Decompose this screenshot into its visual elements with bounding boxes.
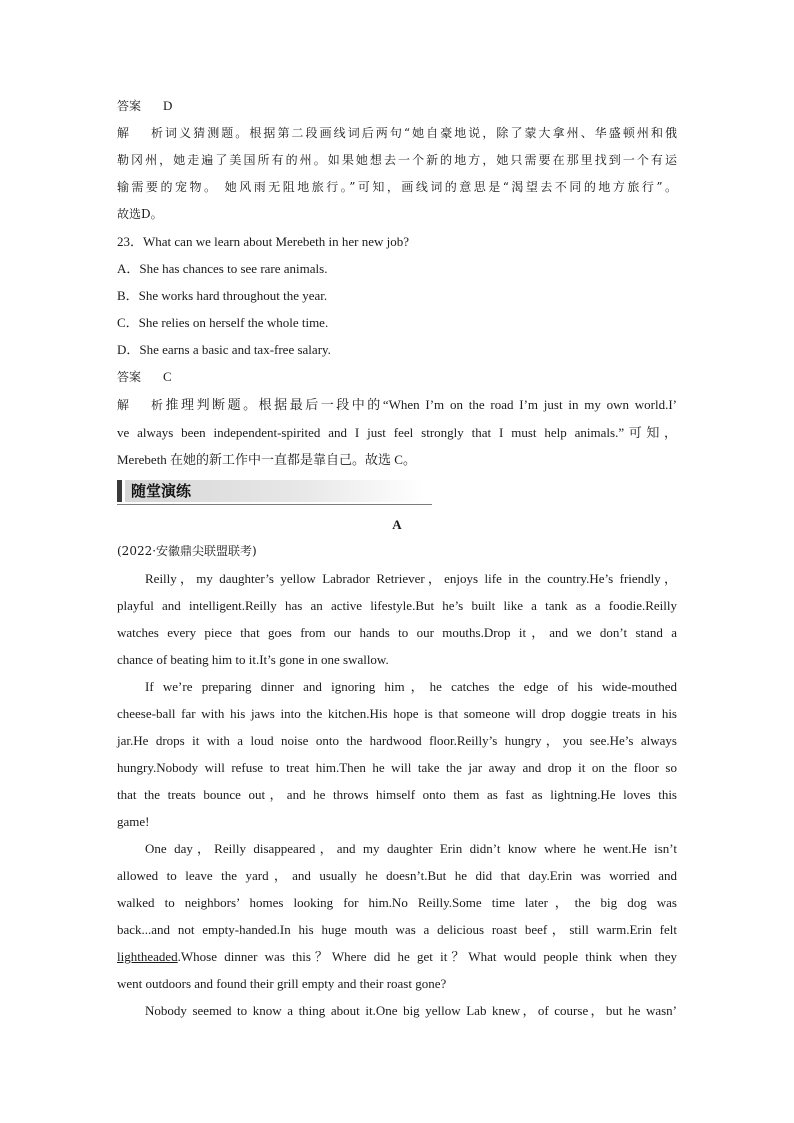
answer-label: 答案 [117, 370, 142, 384]
passage-source: (2022·安徽鼎尖联盟联考) [117, 544, 257, 558]
section-rule [117, 504, 432, 505]
p3-line-6: went outdoors and found their grill empty and their roast gone? [117, 976, 447, 991]
q22-answer [117, 92, 677, 120]
p2-line-4: hungry.Nobody will refuse to treat him.Then he will take the jar away and drop it on the floor so [117, 760, 677, 775]
p1-line-3: watches every piece that goes from our hands to our mouths.Drop it，and we don’t stand a [117, 625, 677, 640]
answer-label: 答案 [117, 99, 142, 113]
q22-analysis-line-2: 勒冈州，她走遍了美国所有的州。如果她想去一个新的地方，她只需要在那里找到一个有运 [117, 153, 677, 167]
section-title: 随堂演练 [131, 482, 192, 500]
page-content [117, 92, 677, 1024]
q23-question: 23．What can we learn about Merebeth in her new job? [117, 234, 410, 249]
analysis-label: 解析 [117, 398, 163, 412]
p2-line-5: that the treats bounce out，and he throws himself onto them as fast as lightning.He loves this [117, 787, 677, 802]
p2-line-2: cheese-ball far with his jaws into the kitchen.His hope is that someone will drop doggie treats in his [117, 706, 677, 721]
answer-value: C [163, 369, 172, 384]
p3-line-1: One day，Reilly disappeared，and my daughter Erin didn’t know where he went.He isn’t [145, 841, 677, 856]
passage-label: A [392, 517, 402, 532]
p3-line-3: walked to neighbors’ homes looking for him.No Reilly.Some time later，the big dog was [117, 895, 677, 910]
q22-analysis-line-1: 解析词义猜测题。根据第二段画线词后两句“她自豪地说，除了蒙大拿州、华盛顿州和俄 [117, 120, 677, 147]
q23-option-c: C．She relies on herself the whole time. [117, 315, 329, 330]
p2-line-6: game! [117, 814, 150, 829]
p1-line-2: playful and intelligent.Reilly has an active lifestyle.But he’s built like a tank as a foodie.Reilly [117, 598, 677, 613]
q23-option-d: D．She earns a basic and tax-free salary. [117, 342, 331, 357]
section-marker [117, 480, 122, 502]
p4-line-1: Nobody seemed to know a thing about it.One big yellow Lab knew，of course，but he wasn’ [145, 1003, 677, 1018]
p2-line-1: If we’re preparing dinner and ignoring him，he catches the edge of his wide-mouthed [145, 679, 677, 694]
q22-analysis-line-3: 输需要的宠物。 她风雨无阻地旅行。”可知，画线词的意思是“渴望去不同的地方旅行”。 [117, 180, 677, 194]
p3-line-2: allowed to leave the yard，and usually he doesn’t.But he did that day.Erin was worried and [117, 868, 677, 883]
section-header [117, 477, 432, 505]
q23-analysis-line-3: Merebeth 在她的新工作中一直都是靠自己。故选 C。 [117, 452, 416, 467]
answer-value: D [163, 98, 173, 113]
q23-answer [117, 363, 677, 391]
analysis-label: 解析 [117, 126, 163, 140]
p3-line-4: back...and not empty-handed.In his huge mouth was a delicious roast beef，still warm.Erin felt [117, 922, 677, 937]
p1-line-4: chance of beating him to it.It’s gone in one swallow. [117, 652, 389, 667]
q23-analysis-line-1: 解析推理判断题。根据最后一段中的“When I’m on the road I’m just in my own world.I’ [117, 391, 677, 419]
q23-analysis-line-2: ve always been independent-spirited and I just feel strongly that I must help animals.”可知， [117, 425, 677, 440]
p3-line-5: lightheaded.Whose dinner was this？Where did he get it？What would people think when they [117, 949, 677, 964]
p1-line-1: Reilly，my daughter’s yellow Labrador Retriever，enjoys life in the country.He’s friendly， [145, 571, 677, 586]
q23-option-b: B．She works hard throughout the year. [117, 288, 328, 303]
q22-analysis-line-4: 故选D。 [117, 207, 163, 221]
q23-option-a: A．She has chances to see rare animals. [117, 261, 328, 276]
p2-line-3: jar.He drops it with a loud noise onto the hardwood floor.Reilly’s hungry，you see.He’s always [117, 733, 677, 748]
underlined-word: lightheaded [117, 949, 178, 964]
